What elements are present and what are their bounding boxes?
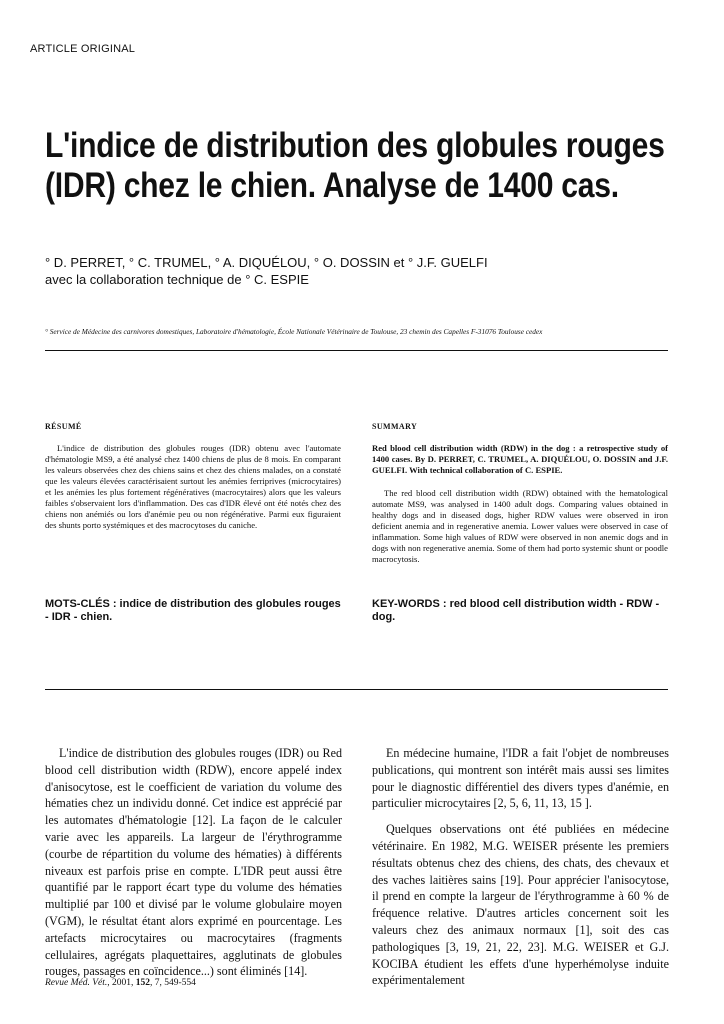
publication-year: , 2001, <box>107 978 136 988</box>
resume-section <box>45 421 341 531</box>
keywords-french: MOTS-CLÉS : indice de distribution des globules rouges - IDR - chien. <box>45 598 341 623</box>
title-line-2: (IDR) chez le chien. Analyse de 1400 cas. <box>45 166 619 205</box>
summary-title: Red blood cell distribution width (RDW) in the dog : a retrospective study of 1400 cases. By D. PERRET, C. TRUMEL, A. DIQUÉLOU, O. DOSSIN and J.F. GUELFI. With technical collaboration of C. ESPIE. <box>372 443 668 475</box>
summary-heading: SUMMARY <box>372 422 418 431</box>
page-range: , 7, 549-554 <box>150 978 196 988</box>
journal-name: Revue Méd. Vét. <box>45 978 108 988</box>
affiliation: ° Service de Médecine des carnivores domestiques, Laboratoire d'hématologie, École Nationale Vétérinaire de Toulouse, 23 chemin des Capelles F-31076 Toulouse cedex <box>45 327 543 336</box>
summary-section <box>372 421 668 565</box>
volume-number: 152 <box>135 978 150 988</box>
body-paragraph: L'indice de distribution des globules rouges (IDR) ou Red blood cell distribution width (RDW), encore appelé index d'anisocytose, est le coefficient de variation du volume des hématies chez un individu donné. Cet indice est apprécié par les automates d'hématologie [12]. La façon de le calculer varie avec les appareils. La largeur de l'érythrogramme (courbe de répartition du volume des hématies) à différents niveaux est parfois prise en compte. L'IDR peut aussi être quantifié par le rapport écart type du volume des hématies multiplié par 100 et divisé par le volume globulaire moyen (VGM), le résultat étant alors exprimé en pourcentage. Les artefacts microcytaires ou macrocytaires (fragments cellulaires, agrégats plaquettaires, agglutinats de globules rouges, passages en coïncidence...) sont éliminés [14]. <box>45 746 342 979</box>
summary-text: The red blood cell distribution width (RDW) obtained with the hematological automate MS9, was analysed in 1400 adult dogs. Comparing values obtained in healthy dogs and in diseased dogs, higher RDW values were observed in iron deficient anemia and in regenerative anemia. Lower values were observed in case of inflammation. Some high values of RDW were observed in non anemic dogs and in dogs with non regenerative anemia. Some of them had porto systemic shunt or poodle macrocytosis. <box>372 488 668 564</box>
top-divider <box>45 350 668 351</box>
title-line-1: L'indice de distribution des globules rouges <box>45 126 665 165</box>
bottom-divider <box>45 689 668 690</box>
article-title <box>45 126 665 206</box>
keywords-english: KEY-WORDS : red blood cell distribution width - RDW - dog. <box>372 598 660 623</box>
section-label: ARTICLE ORIGINAL <box>30 43 136 55</box>
citation-footer <box>45 978 196 988</box>
authors-line-1: ° D. PERRET, ° C. TRUMEL, ° A. DIQUÉLOU, ° O. DOSSIN et ° J.F. GUELFI <box>45 255 488 270</box>
resume-text: L'indice de distribution des globules rouges (IDR) obtenu avec l'automate d'hématologie MS9, a été analysé chez 1400 chiens de plus de 8 mois. En comparant les valeurs observées chez des chiens sains et chez des chiens malades, on a constaté que les valeurs élevées caractérisaient surtout les anémies ferriprives (microcytaires) et les anémies les plus fortement régénératives (macrocytaires) alors que les valeurs faibles s'observaient lors d'inflammation. Des cas d'IDR élevé ont été notés chez des chiens non anémiés ou lors d'anémie peu ou non régénérative. Parmi eux figuraient des shunts porto systémiques et des macrocytoses du caniche. <box>45 443 341 530</box>
resume-heading: RÉSUMÉ <box>45 422 82 431</box>
author-list <box>45 254 488 288</box>
body-paragraph: En médecine humaine, l'IDR a fait l'objet de nombreuses publications, qui montrent son intérêt mais aussi ses limites pour le diagnostic différentiel des divers types d'anémie, en particulier microcytaires [2, 5, 6, 11, 13, 15 ]. <box>372 746 669 811</box>
body-paragraph: Quelques observations ont été publiées en médecine vétérinaire. En 1982, M.G. WEISER présente les premiers résultats obtenus chez des chiens, des chats, des chevaux et des vaches laitières sains [19]. Pour apprécier l'anisocytose, il prend en compte la largeur de l'érythrogramme à 60 % de fréquence relative. D'autres articles concernent soit les valeurs chez des animaux normaux [1], soit des cas pathologiques [3, 19, 21, 22, 23]. M.G. WEISER et G.J. KOCIBA étudient les effets d'une hyperhémolyse induite expérimentalement <box>372 822 669 988</box>
body-column-right <box>372 745 669 989</box>
body-column-left <box>45 745 342 980</box>
authors-line-2: avec la collaboration technique de ° C. ESPIE <box>45 272 309 287</box>
